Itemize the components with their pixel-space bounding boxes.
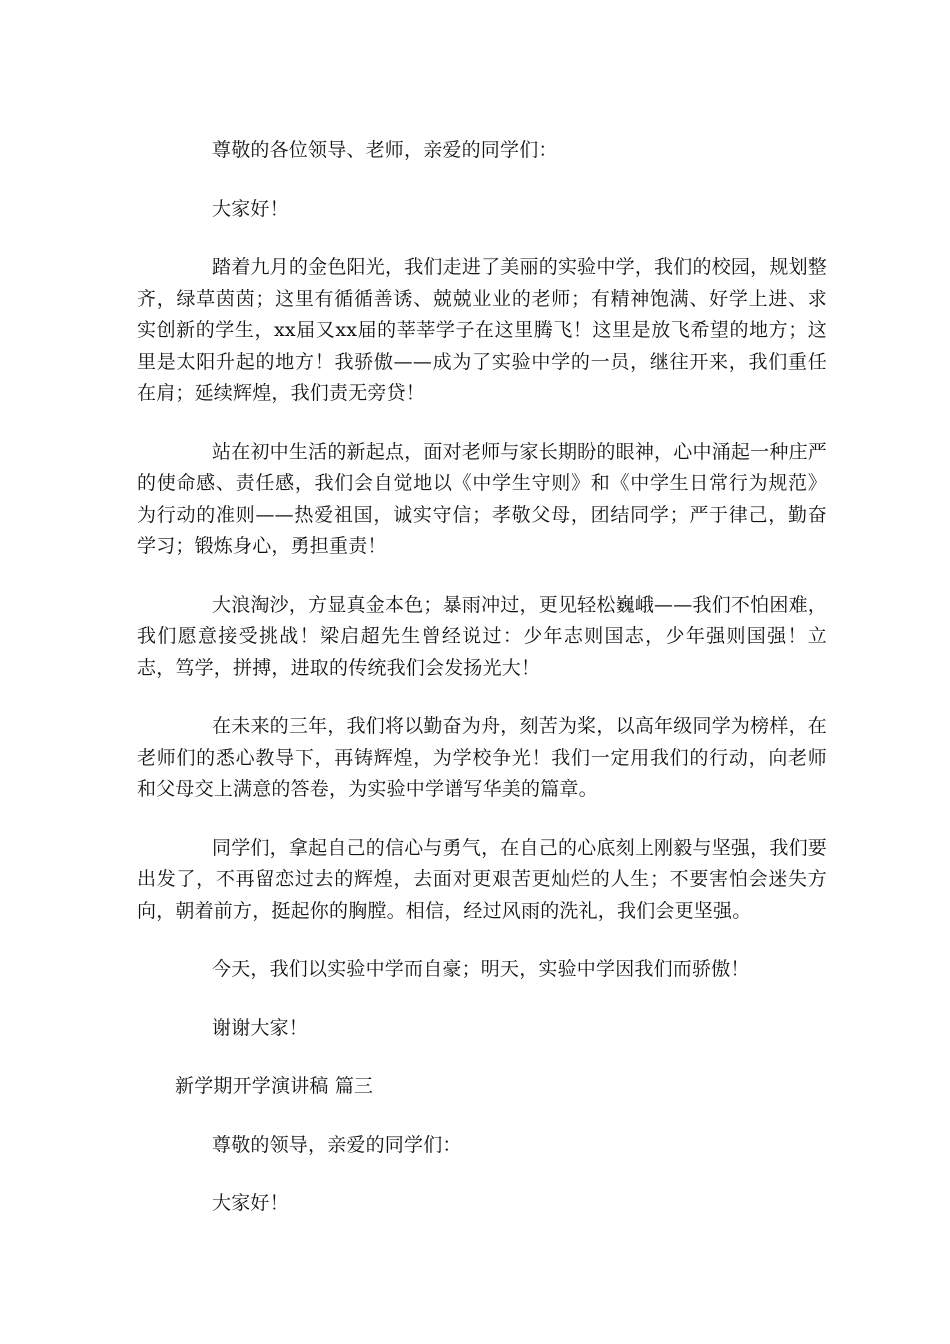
body-paragraph: 同学们，拿起自己的信心与勇气，在自己的心底刻上刚毅与坚强，我们要出发了，不再留恋过去的辉煌，去面对更艰苦更灿烂的人生；不要害怕会迷失方向，朝着前方，挺起你的胸膛。相信，经过风雨的洗礼，我们会更坚强。 xyxy=(137,836,827,922)
salutation: 尊敬的各位领导、老师，亲爱的同学们： xyxy=(212,139,558,161)
closing-thanks: 谢谢大家！ xyxy=(212,1016,309,1039)
body-paragraph: 大浪淘沙，方显真金本色；暴雨冲过，更见轻松巍峨——我们不怕困难，我们愿意接受挑战！梁启超先生曾经说过：少年志则国志，少年强则国强！立志，笃学，拼搏，进取的传统我们会发扬光大！ xyxy=(137,593,827,679)
body-paragraph: 站在初中生活的新起点，面对老师与家长期盼的眼神，心中涌起一种庄严的使命感、责任感，我们会自觉地以《中学生守则》和《中学生日常行为规范》为行动的准则——热爱祖国，诚实守信；孝敬父母，团结同学；严于律己，勤奋学习；锻炼身心，勇担重责！ xyxy=(137,440,827,557)
document-body xyxy=(137,135,827,1247)
greeting: 大家好！ xyxy=(212,1192,289,1214)
body-paragraph: 踏着九月的金色阳光，我们走进了美丽的实验中学，我们的校园，规划整齐，绿草茵茵；这里有循循善诱、兢兢业业的老师；有精神饱满、好学上进、求实创新的学生，xx届又xx届的莘莘学子在这里腾飞！这里是放飞希望的地方；这里是太阳升起的地方！我骄傲——成为了实验中学的一员，继往开来，我们重任在肩；延续辉煌，我们责无旁贷！ xyxy=(137,256,827,404)
body-paragraph: 今天，我们以实验中学而自豪；明天，实验中学因我们而骄傲！ xyxy=(212,958,750,980)
greeting: 大家好！ xyxy=(212,197,289,220)
body-paragraph: 在未来的三年，我们将以勤奋为舟，刻苦为桨，以高年级同学为榜样，在老师们的悉心教导下，再铸辉煌，为学校争光！我们一定用我们的行动，向老师和父母交上满意的答卷，为实验中学谱写华美的篇章。 xyxy=(137,715,827,800)
section-title: 新学期开学演讲稿 篇三 xyxy=(175,1075,374,1097)
salutation: 尊敬的领导，亲爱的同学们： xyxy=(212,1133,462,1156)
